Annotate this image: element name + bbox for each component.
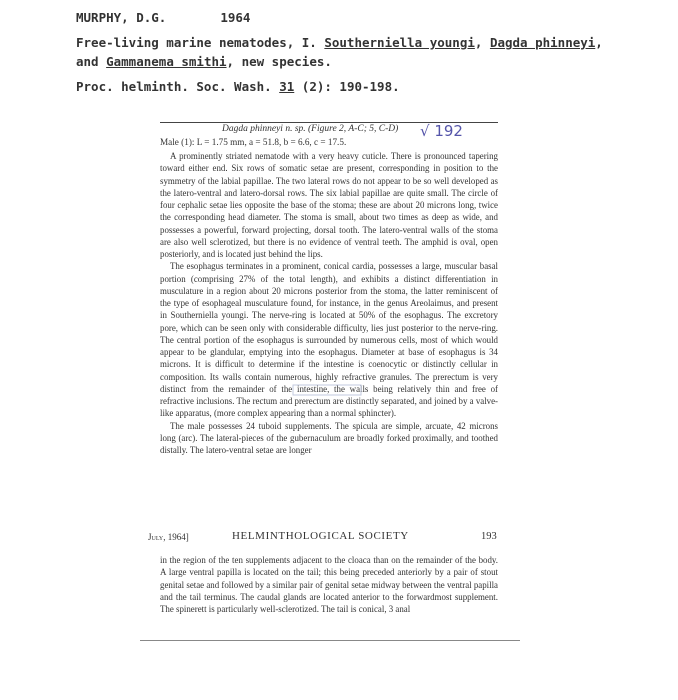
- citation-header: [76, 10, 676, 98]
- citation-author: MURPHY, D.G.: [76, 10, 167, 25]
- citation-title-text: Free-living marine nematodes, I.: [76, 35, 325, 50]
- page-number: 193: [481, 531, 497, 542]
- running-head-society: HELMINTHOLOGICAL SOCIETY: [232, 530, 409, 542]
- citation-author-line: [76, 10, 676, 29]
- stamp-mark-icon: [292, 383, 362, 397]
- species-name-gammanema: Gammanema smithi: [106, 54, 227, 69]
- citation-title-line-2: [76, 54, 676, 73]
- handwritten-page-mark: √ 192: [420, 122, 463, 140]
- citation-journal-line: [76, 79, 676, 98]
- male-measurements: Male (1): L = 1.75 mm, a = 51.8, b = 6.6, c = 17.5.: [160, 137, 347, 147]
- journal-volume: 31: [279, 79, 295, 94]
- paragraph: The male possesses 24 tuboid supplements. The spicula are simple, arcuate, 42 microns long (arc). The lateral-pieces of the gubernaculum are broadly forked proximally, and toothed distally. The latero-ventral setae are longer: [160, 420, 498, 455]
- citation-title-sep: ,: [474, 35, 490, 50]
- running-head-date: July, 1964]: [148, 532, 189, 542]
- citation-title-and: and: [76, 54, 107, 69]
- section-heading: Dagda phinneyi n. sp. (Figure 2, A-C; 5, C-D): [222, 124, 399, 134]
- library-stamp: [292, 383, 362, 399]
- citation-year: 1964: [220, 10, 251, 25]
- description-text: [160, 150, 498, 456]
- citation-title-comma: ,: [595, 35, 603, 50]
- citation-title-line-1: [76, 35, 676, 54]
- journal-name: Proc. helminth. Soc. Wash.: [76, 79, 280, 94]
- paragraph: A prominently striated nematode with a very heavy cuticle. There is pronounced tapering toward either end. Six rows of somatic setae are present, corresponding in position to the symmetry of the labial papillae. The two lateral rows do not appear to be so well developed as the latero-ventral and latero-dorsal rows. The six labial papillae are quite small. The circle of four cephalic setae lies opposite the base of the stoma; these are about 20 microns long, twice the corresponding head diameter. The stoma is small, about two times as deep as wide, and possesses a powerful, forward projecting, dorsal tooth. The latero-ventral walls of the stoma are also well sclerotized, but there is no evidence of ventral teeth. The amphid is oval, open posteriorly, and is located just behind the lips.: [160, 151, 498, 259]
- journal-pages: (2): 190-198.: [294, 79, 400, 94]
- citation-title-end: , new species.: [226, 54, 332, 69]
- paragraph-continued: in the region of the ten supplements adjacent to the cloaca than on the remainder of the body. A large ventral papilla is located on the tail; this being preceded anteriorly by a pair of stout genital setae and followed by a similar pair of genital setae midway between the ventral papilla and the tail terminus. The caudal glands are located anterior to the forwardmost supplement. The spinerett is particularly well-sclerotized. The tail is conical, 3 anal: [160, 555, 498, 614]
- continued-text: [160, 554, 498, 615]
- paragraph: The esophagus terminates in a prominent, conical cardia, possesses a large, muscular basal portion (comprising 27% of the total length), and exhibits a distinct differentiation in musculature in a region about 20 microns posterior from the stoma, the latter reminiscent of the type of esophageal musculature found, for instance, in the genus Areolaimus, and present in Southerniella youngi. The nerve-ring is located at 50% of the esophagus. The excretory pore, which can be seen only with considerable difficulty, lies just posterior to the nerve-ring. The central portion of the esophagus is surrounded by numerous cells, most of which would appear to be glandular, emptying into the esophagus. Diameter at base of esophagus is 34 microns. It is difficult to determine if the intestine is coenocytic or distinctly cellular in composition. Its walls contain numerous, highly refractive granules. The prerectum is very distinct from the remainder of the intestine, the walls being relatively thin and free of refractive inclusions. The rectum and prerectum are distinctly separated, and joined by a valve-like apparatus, (more complex appearing than a normal sphincter).: [160, 261, 498, 419]
- page-bottom-rule: [140, 640, 520, 641]
- species-name-dagda: Dagda phinneyi: [489, 35, 596, 50]
- species-name-southerniella: Southerniella youngi: [324, 35, 475, 50]
